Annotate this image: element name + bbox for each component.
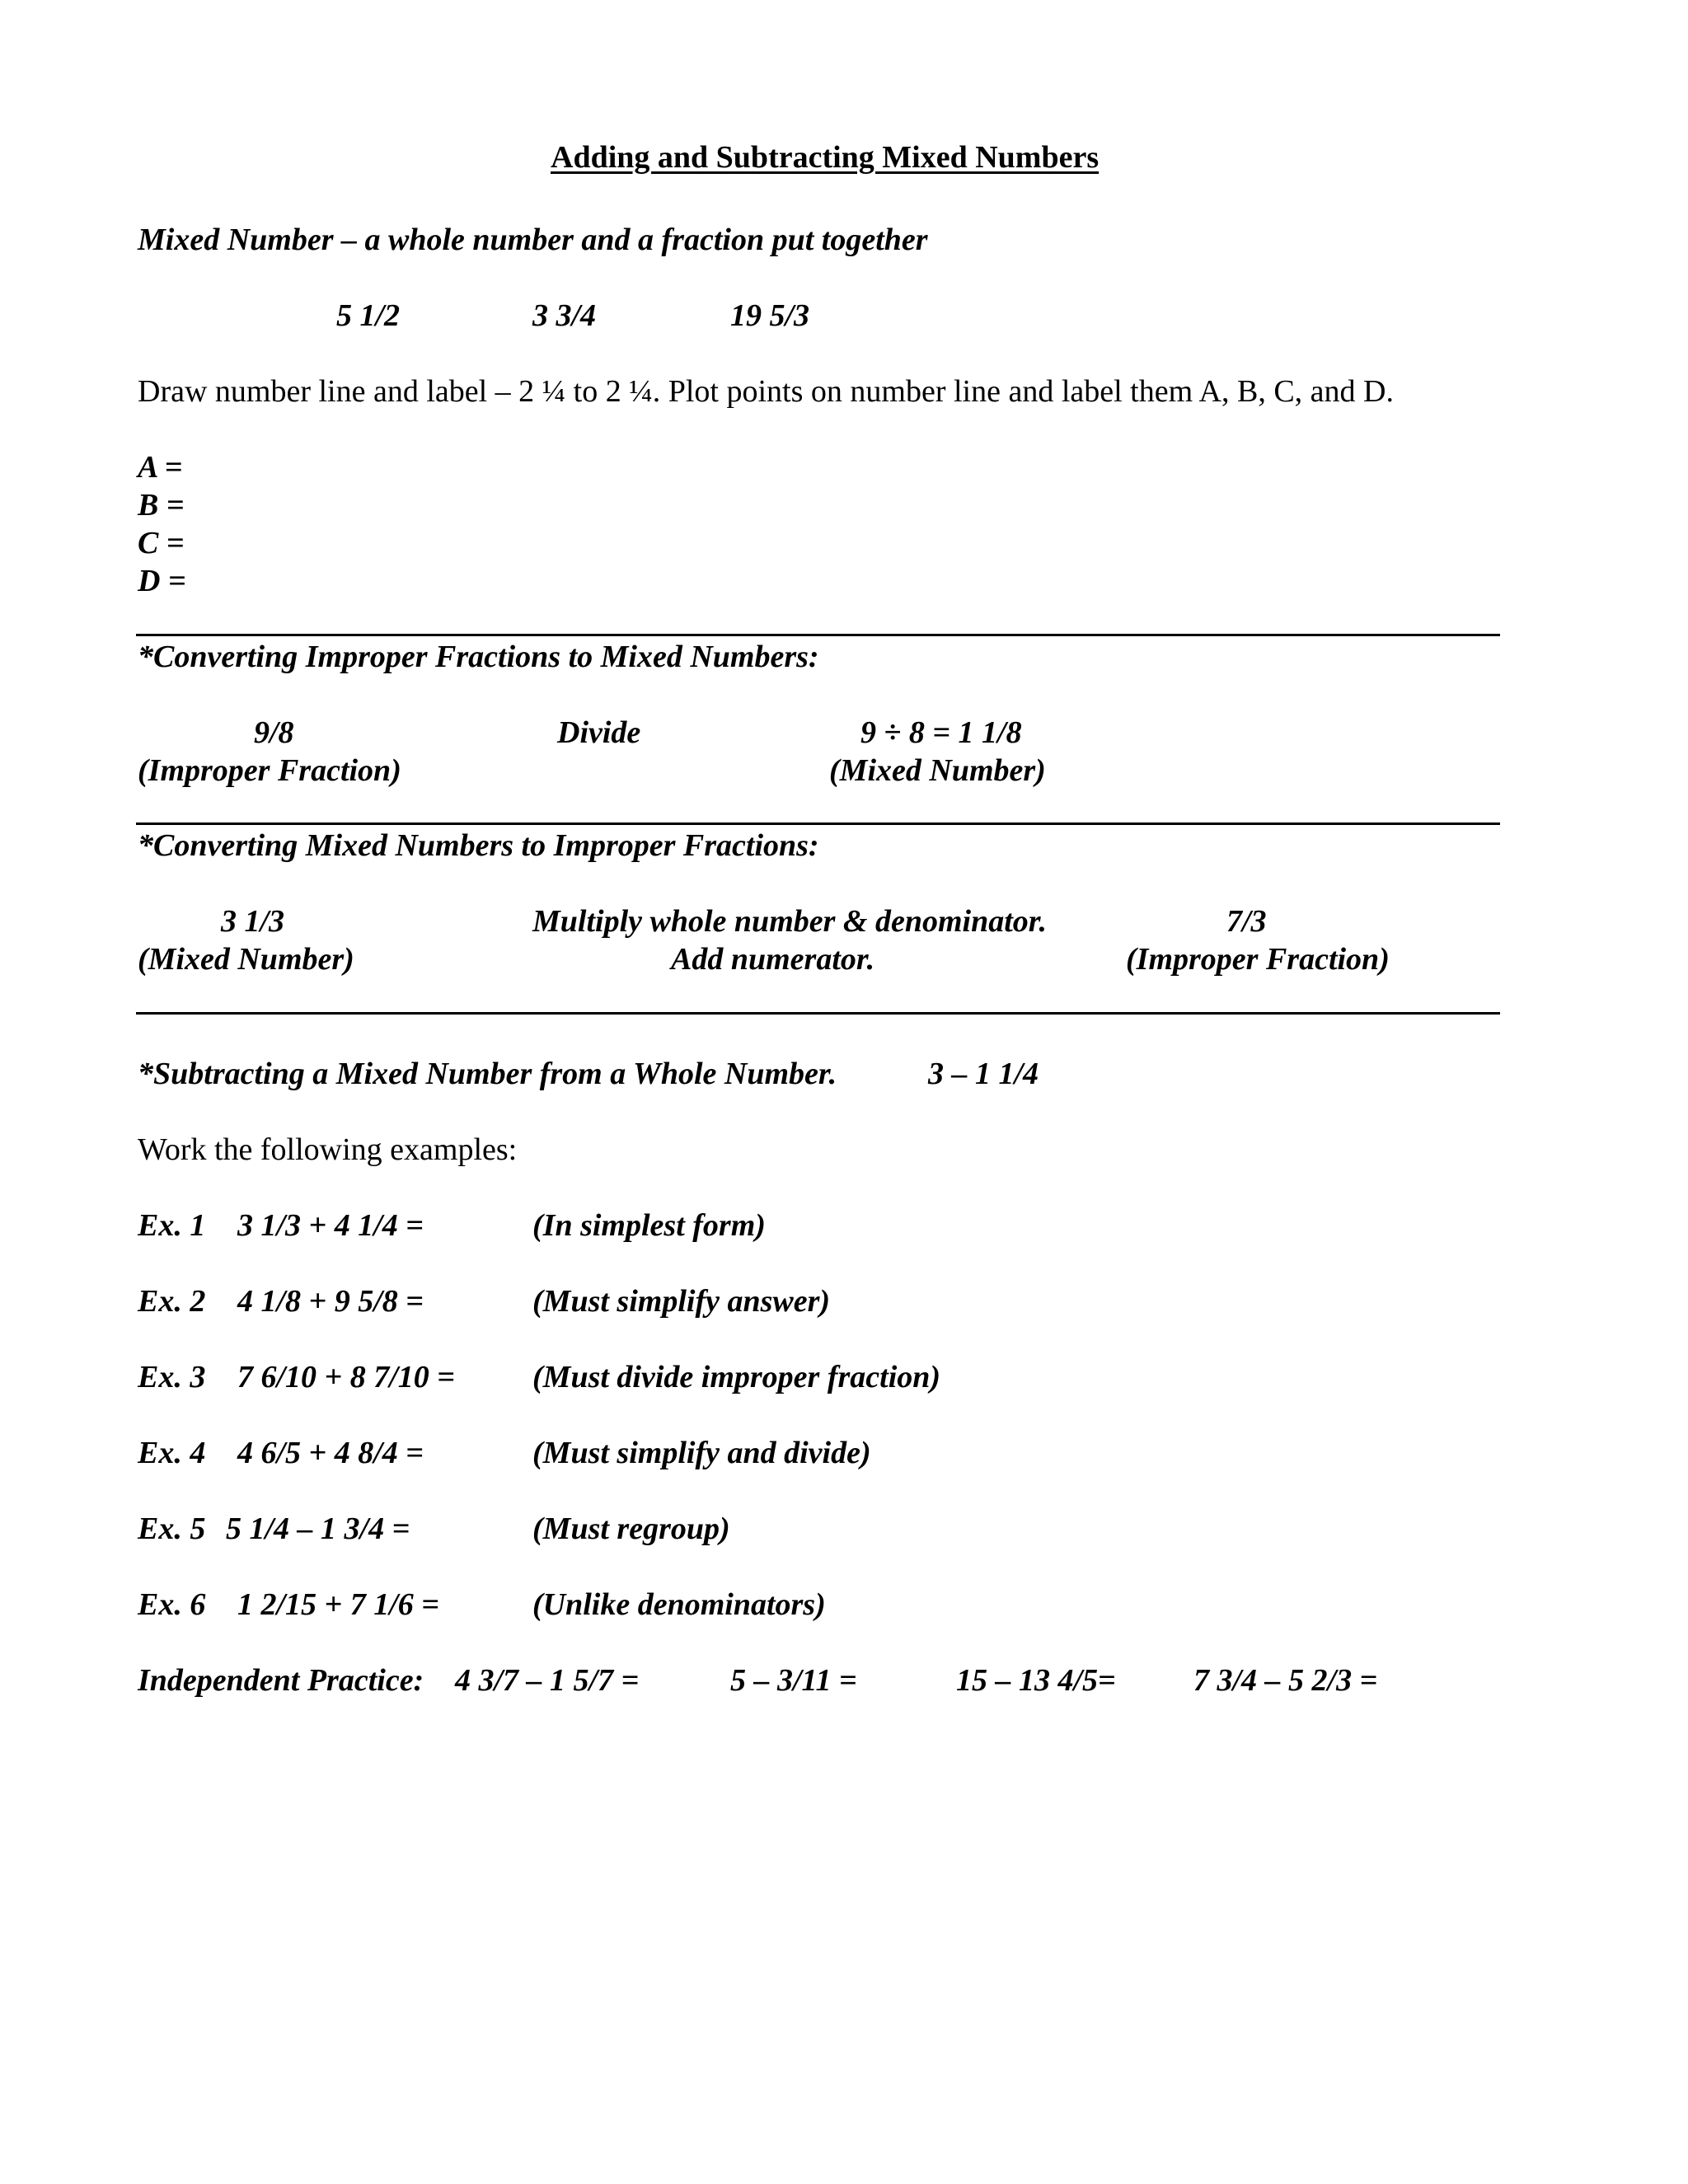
exercise-label: Ex. 3 bbox=[138, 1360, 206, 1394]
example-mixed-number: 3 3/4 bbox=[532, 298, 597, 333]
mixed-to-improper-heading: *Converting Mixed Numbers to Improper Fractions: bbox=[138, 828, 819, 863]
point-b-label: B = bbox=[138, 488, 185, 523]
exercise-problem: 1 2/15 + 7 1/6 = bbox=[237, 1587, 439, 1622]
multiply-step: Multiply whole number & denominator. bbox=[532, 904, 1047, 939]
section-divider bbox=[136, 634, 1500, 636]
exercise-label: Ex. 2 bbox=[138, 1284, 206, 1319]
improper-fraction-result: 7/3 bbox=[1226, 904, 1267, 939]
exercise-note: (Unlike denominators) bbox=[532, 1587, 826, 1622]
practice-problem: 7 3/4 – 5 2/3 = bbox=[1193, 1663, 1378, 1698]
exercise-problem: 4 6/5 + 4 8/4 = bbox=[237, 1436, 424, 1470]
exercise-problem: 3 1/3 + 4 1/4 = bbox=[237, 1208, 424, 1243]
mixed-number-label: (Mixed Number) bbox=[829, 753, 1046, 788]
mixed-number-label: (Mixed Number) bbox=[138, 942, 354, 977]
exercise-label: Ex. 4 bbox=[138, 1436, 206, 1470]
improper-fraction-example: 9/8 bbox=[254, 715, 294, 750]
work-examples-intro: Work the following examples: bbox=[138, 1132, 518, 1167]
add-numerator-step: Add numerator. bbox=[671, 942, 875, 977]
division-result: 9 ÷ 8 = 1 1/8 bbox=[860, 715, 1022, 750]
practice-problem: 4 3/7 – 1 5/7 = bbox=[455, 1663, 640, 1698]
divide-step: Divide bbox=[557, 715, 641, 750]
page-title: Adding and Subtracting Mixed Numbers bbox=[551, 140, 1100, 175]
exercise-note: (Must simplify answer) bbox=[532, 1284, 831, 1319]
exercise-label: Ex. 1 bbox=[138, 1208, 206, 1243]
mixed-number-example: 3 1/3 bbox=[221, 904, 285, 939]
point-c-label: C = bbox=[138, 526, 185, 560]
exercise-problem: 5 1/4 – 1 3/4 = bbox=[226, 1511, 410, 1546]
point-a-label: A = bbox=[138, 450, 183, 485]
exercise-problem: 4 1/8 + 9 5/8 = bbox=[237, 1284, 424, 1319]
improper-fraction-label: (Improper Fraction) bbox=[138, 753, 401, 788]
section-divider bbox=[136, 1012, 1500, 1015]
subtracting-heading: *Subtracting a Mixed Number from a Whole Number. bbox=[138, 1057, 837, 1091]
example-mixed-number: 19 5/3 bbox=[730, 298, 810, 333]
exercise-problem: 7 6/10 + 8 7/10 = bbox=[237, 1360, 455, 1394]
number-line-instruction: Draw number line and label – 2 ¼ to 2 ¼. Plot points on number line and label them A, B, C, and D. bbox=[138, 374, 1394, 409]
exercise-label: Ex. 5 bbox=[138, 1511, 206, 1546]
mixed-number-definition: Mixed Number – a whole number and a fraction put together bbox=[138, 223, 928, 257]
exercise-note: (Must regroup) bbox=[532, 1511, 730, 1546]
improper-to-mixed-heading: *Converting Improper Fractions to Mixed Numbers: bbox=[138, 640, 819, 674]
exercise-note: (Must simplify and divide) bbox=[532, 1436, 871, 1470]
practice-problem: 15 – 13 4/5= bbox=[956, 1663, 1116, 1698]
point-d-label: D = bbox=[138, 564, 186, 598]
practice-problem: 5 – 3/11 = bbox=[730, 1663, 857, 1698]
exercise-label: Ex. 6 bbox=[138, 1587, 206, 1622]
section-divider bbox=[136, 823, 1500, 825]
exercise-note: (Must divide improper fraction) bbox=[532, 1360, 941, 1394]
example-mixed-number: 5 1/2 bbox=[336, 298, 401, 333]
exercise-note: (In simplest form) bbox=[532, 1208, 766, 1243]
improper-fraction-label: (Improper Fraction) bbox=[1126, 942, 1390, 977]
subtracting-example: 3 – 1 1/4 bbox=[928, 1057, 1039, 1091]
independent-practice-label: Independent Practice: bbox=[138, 1663, 424, 1698]
